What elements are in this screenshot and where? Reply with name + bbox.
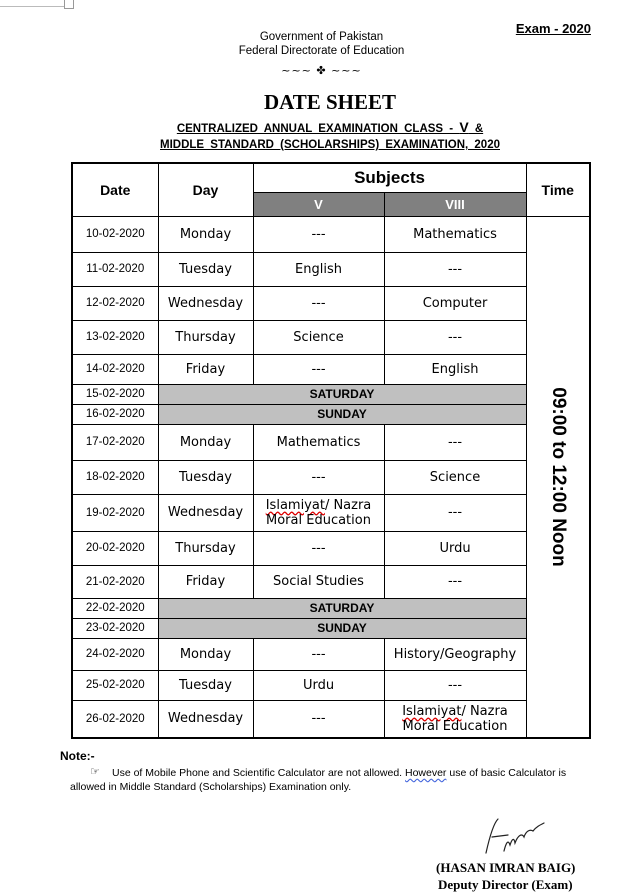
page-title: DATE SHEET (263, 90, 397, 114)
row-subject-viii: History/Geography (384, 638, 526, 670)
subject-nazra: / Nazra (461, 703, 508, 719)
row-subject-viii: --- (384, 565, 526, 598)
table-row (72, 354, 590, 384)
subtitle-line-2: MIDDLE STANDARD (SCHOLARSHIPS) EXAMINATION, 2020 (160, 139, 500, 151)
row-subject-viii: --- (384, 252, 526, 286)
ornament-divider: ~~~ ✤ ~~~ (281, 64, 362, 77)
subject-islamiyat: Islamiyat (402, 703, 462, 719)
row-day: Monday (158, 638, 253, 670)
row-subject-viii: Science (384, 460, 526, 494)
table-row (72, 494, 590, 531)
row-day: Wednesday (158, 700, 253, 738)
time-slot: 09:00 to 12:00 Noon (547, 387, 569, 567)
row-subject-viii: --- (384, 320, 526, 354)
row-subject-v (253, 494, 384, 531)
row-date: 13-02-2020 (72, 320, 158, 354)
row-subject-viii: Urdu (384, 531, 526, 565)
row-subject-v: English (253, 252, 384, 286)
row-date: 23-02-2020 (72, 618, 158, 638)
row-date: 12-02-2020 (72, 286, 158, 320)
exam-tag: Exam - 2020 (515, 21, 591, 36)
date-sheet-table (71, 162, 591, 739)
note-text-a: Use of Mobile Phone and Scientific Calculator are not allowed. (112, 767, 405, 779)
pointing-hand-icon: ☞ (90, 765, 100, 778)
row-date: 21-02-2020 (72, 565, 158, 598)
row-subject-v: --- (253, 460, 384, 494)
weekend-label: SATURDAY (158, 598, 526, 618)
subtitle-class: V (459, 119, 469, 135)
row-day: Wednesday (158, 286, 253, 320)
table-row-weekend (72, 404, 590, 424)
row-date: 15-02-2020 (72, 384, 158, 404)
subtitle-line-1 (0, 119, 643, 135)
row-subject-v: Science (253, 320, 384, 354)
row-day: Wednesday (158, 494, 253, 531)
signature-image (478, 815, 548, 857)
row-subject-v: Social Studies (253, 565, 384, 598)
row-day: Thursday (158, 320, 253, 354)
row-subject-viii: Mathematics (384, 216, 526, 252)
row-subject-v: --- (253, 638, 384, 670)
row-day: Monday (158, 216, 253, 252)
table-row-weekend (72, 618, 590, 638)
row-date: 26-02-2020 (72, 700, 158, 738)
weekend-label: SUNDAY (158, 618, 526, 638)
row-subject-v: --- (253, 216, 384, 252)
row-date: 24-02-2020 (72, 638, 158, 670)
row-subject-v: --- (253, 531, 384, 565)
table-row (72, 460, 590, 494)
row-subject-viii: --- (384, 424, 526, 460)
row-date: 14-02-2020 (72, 354, 158, 384)
header-class-v: V (253, 192, 384, 216)
table-row (72, 565, 590, 598)
row-day: Tuesday (158, 670, 253, 700)
government-line: Government of Pakistan (259, 31, 384, 43)
row-subject-viii: Computer (384, 286, 526, 320)
table-row-weekend (72, 598, 590, 618)
table-row (72, 638, 590, 670)
row-subject-v: Mathematics (253, 424, 384, 460)
header-time: Time (526, 163, 590, 216)
note-text-c: use of basic Calculator is allowed in Middle Standard (Scholarships) Examination only. (70, 767, 567, 793)
table-row-weekend (72, 384, 590, 404)
table-row (72, 424, 590, 460)
row-subject-viii: English (384, 354, 526, 384)
table-row (72, 286, 590, 320)
table-row (72, 252, 590, 286)
subtitle-text-c: & (468, 123, 484, 135)
header-subjects: Subjects (253, 163, 526, 192)
header-class-viii: VIII (384, 192, 526, 216)
row-day: Friday (158, 354, 253, 384)
row-day: Tuesday (158, 460, 253, 494)
row-day: Thursday (158, 531, 253, 565)
row-subject-v: Urdu (253, 670, 384, 700)
row-date: 11-02-2020 (72, 252, 158, 286)
row-date: 17-02-2020 (72, 424, 158, 460)
row-subject-viii: --- (384, 670, 526, 700)
weekend-label: SUNDAY (158, 404, 526, 424)
row-date: 19-02-2020 (72, 494, 158, 531)
note-text (70, 766, 600, 794)
note-text-however: However (405, 767, 447, 779)
row-day: Monday (158, 424, 253, 460)
table-row (72, 320, 590, 354)
row-date: 16-02-2020 (72, 404, 158, 424)
table-row (72, 700, 590, 738)
signatory-designation: Deputy Director (Exam) (438, 877, 573, 892)
subject-nazra: / Nazra (324, 497, 372, 513)
directorate-line: Federal Directorate of Education (238, 45, 405, 57)
row-subject-viii (384, 700, 526, 738)
row-date: 10-02-2020 (72, 216, 158, 252)
header-day: Day (158, 163, 253, 216)
header-date: Date (72, 163, 158, 216)
signatory-name: (HASAN IMRAN BAIG) (436, 860, 576, 875)
row-subject-viii: --- (384, 494, 526, 531)
table-row (72, 670, 590, 700)
subtitle-text-a: CENTRALIZED ANNUAL EXAMINATION CLASS - (176, 123, 460, 135)
table-row (72, 216, 590, 252)
table-row (72, 531, 590, 565)
subject-line-2: Moral Education (266, 512, 371, 528)
row-subject-v: --- (253, 700, 384, 738)
row-subject-v: --- (253, 354, 384, 384)
row-date: 18-02-2020 (72, 460, 158, 494)
note-label: Note:- (60, 749, 95, 763)
row-day: Friday (158, 565, 253, 598)
page-corner-marker (0, 0, 74, 7)
subject-islamiyat: Islamiyat (265, 497, 325, 513)
subject-line-1 (254, 498, 384, 513)
time-slot-cell (526, 216, 590, 738)
row-date: 20-02-2020 (72, 531, 158, 565)
row-date: 25-02-2020 (72, 670, 158, 700)
row-date: 22-02-2020 (72, 598, 158, 618)
subject-line-1 (385, 704, 526, 719)
weekend-label: SATURDAY (158, 384, 526, 404)
subject-line-2: Moral Education (402, 718, 508, 734)
row-day: Tuesday (158, 252, 253, 286)
row-subject-v: --- (253, 286, 384, 320)
